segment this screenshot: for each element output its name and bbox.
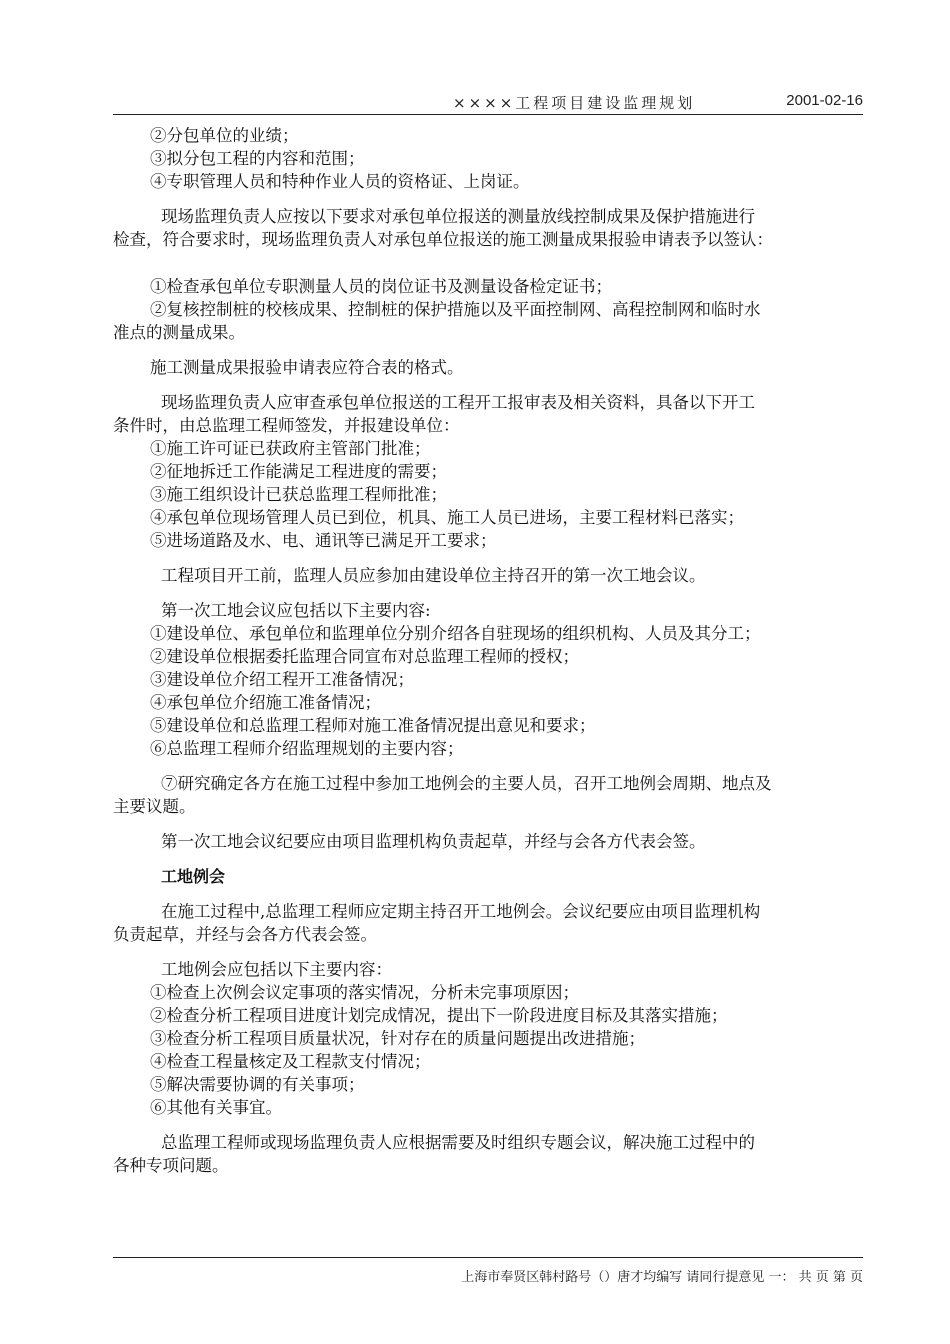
footer-text: 上海市奉贤区韩村路号（）唐才均编写 请同行提意见 一： 共 页 第 页	[461, 1270, 863, 1285]
list-item: ①检查承包单位专职测量人员的岗位证书及测量设备检定证书；	[150, 277, 612, 296]
paragraph-line: 工地例会应包括以下主要内容：	[161, 960, 392, 979]
list-item: ①施工许可证已获政府主管部门批准；	[150, 439, 431, 458]
paragraph-line: 各种专项问题。	[113, 1156, 229, 1175]
list-item: ④承包单位介绍施工准备情况；	[150, 693, 381, 712]
paragraph-line: 总监理工程师或现场监理负责人应根据需要及时组织专题会议，解决施工过程中的	[161, 1133, 755, 1152]
list-item: ④专职管理人员和特种作业人员的资格证、上岗证。	[150, 172, 530, 191]
list-item: ③施工组织设计已获总监理工程师批准；	[150, 485, 447, 504]
list-item: ⑤解决需要协调的有关事项；	[150, 1075, 365, 1094]
list-item: ②建设单位根据委托监理合同宣布对总监理工程师的授权；	[150, 647, 579, 666]
list-item: ②分包单位的业绩；	[150, 126, 299, 145]
list-item: ③检查分析工程项目质量状况，针对存在的质量问题提出改进措施；	[150, 1029, 645, 1048]
paragraph-line: 现场监理负责人应审查承包单位报送的工程开工报审表及相关资料，具备以下开工	[161, 393, 755, 412]
list-item: ⑤进场道路及水、电、通讯等已满足开工要求；	[150, 531, 497, 550]
paragraph-line: 在施工过程中,总监理工程师应定期主持召开工地例会。会议纪要应由项目监理机构	[161, 902, 761, 921]
paragraph-line: 负责起草，并经与会各方代表会签。	[113, 925, 377, 944]
list-item: ⑤建设单位和总监理工程师对施工准备情况提出意见和要求；	[150, 716, 596, 735]
list-item: ⑥总监理工程师介绍监理规划的主要内容；	[150, 739, 464, 758]
paragraph-line: 第一次工地会议应包括以下主要内容:	[161, 601, 431, 620]
paragraph-line: ⑦研究确定各方在施工过程中参加工地例会的主要人员，召开工地例会周期、地点及	[161, 774, 772, 793]
list-item: ②征地拆迁工作能满足工程进度的需要；	[150, 462, 447, 481]
list-item: ④承包单位现场管理人员已到位，机具、施工人员已进场，主要工程材料已落实；	[150, 508, 744, 527]
document-body	[113, 124, 865, 1177]
list-item: ③拟分包工程的内容和范围；	[150, 149, 365, 168]
paragraph-line: 工程项目开工前，监理人员应参加由建设单位主持召开的第一次工地会议。	[161, 566, 706, 585]
page-header	[113, 92, 863, 115]
list-item: ②复核控制桩的校核成果、控制桩的保护措施以及平面控制网、高程控制网和临时水	[150, 300, 761, 319]
paragraph-line: 第一次工地会议纪要应由项目监理机构负责起草，并经与会各方代表会签。	[161, 832, 706, 851]
list-item: ③建设单位介绍工程开工准备情况；	[150, 670, 414, 689]
list-item: ①检查上次例会议定事项的落实情况，分析未完事项原因；	[150, 983, 579, 1002]
list-item: ④检查工程量核定及工程款支付情况；	[150, 1052, 431, 1071]
document-date: 2001-02-16	[786, 92, 863, 109]
paragraph-line: 施工测量成果报验申请表应符合表的格式。	[150, 358, 464, 377]
list-item: ⑥其他有关事宜。	[150, 1098, 282, 1117]
section-heading: 工地例会	[161, 867, 226, 886]
paragraph-line: 现场监理负责人应按以下要求对承包单位报送的测量放线控制成果及保护措施进行	[161, 207, 755, 226]
paragraph-line: 准点的测量成果。	[113, 323, 245, 342]
list-item: ①建设单位、承包单位和监理单位分别介绍各自驻现场的组织机构、人员及其分工；	[150, 624, 761, 643]
document-title: ××××工程项目建设监理规划	[453, 94, 696, 112]
list-item: ②检查分析工程项目进度计划完成情况，提出下一阶段进度目标及其落实措施；	[150, 1006, 728, 1025]
paragraph-line: 检查，符合要求时，现场监理负责人对承包单位报送的施工测量成果报验申请表予以签认：	[113, 230, 773, 249]
page-footer	[113, 1257, 863, 1285]
paragraph-line: 主要议题。	[113, 797, 196, 816]
paragraph-line: 条件时，由总监理工程师签发，并报建设单位：	[113, 416, 460, 435]
